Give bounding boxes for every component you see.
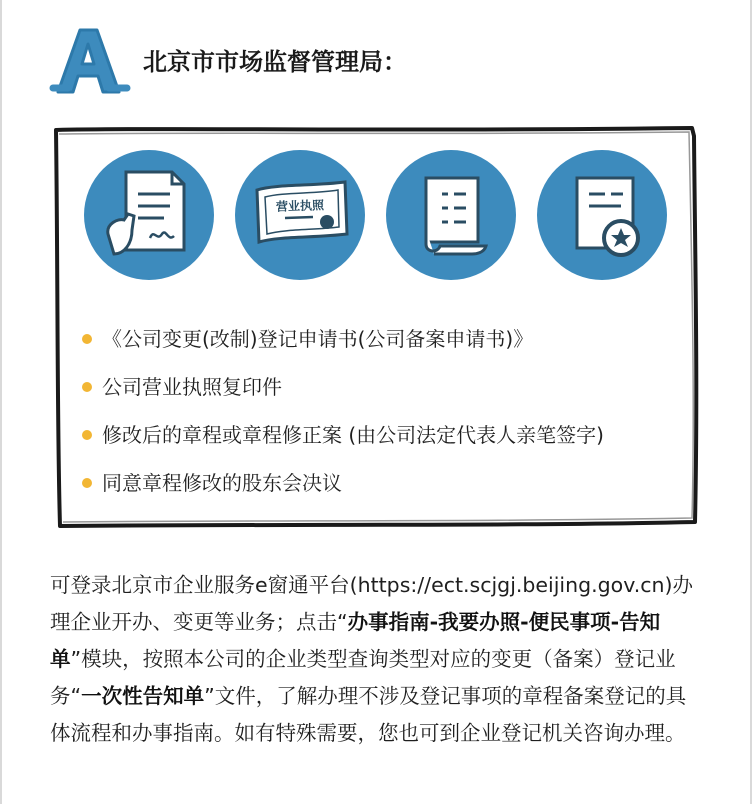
- license-label: 营业执照: [275, 198, 325, 214]
- list-item-text: 公司营业执照复印件: [102, 375, 282, 399]
- bullet-dot: [82, 430, 92, 440]
- paragraph-ending: ”文件，了解办理不涉及登记事项的章程备案登记的具体流程和办事指南。如有特殊需要，您也可到企业登记机关咨询办理。: [50, 683, 687, 745]
- badge-letter: A: [50, 7, 61, 26]
- list-item-text: 修改后的章程或章程修正案 (由公司法定代表人亲笔签字): [102, 423, 604, 447]
- navigation-path: 办事指南-我要办照-便民事项-告知单: [50, 609, 661, 671]
- bullet-dot: [82, 334, 92, 344]
- section-letter-badge: [50, 7, 130, 100]
- list-item-text: 同意章程修改的股东会决议: [102, 471, 342, 495]
- document-scroll-icon: [386, 150, 516, 280]
- bullet-dot: [82, 478, 92, 488]
- list-item: [82, 322, 692, 370]
- instructions-paragraph: [50, 567, 700, 752]
- page-title: 北京市市场监督管理局：: [143, 48, 407, 76]
- certified-document-icon: [537, 150, 667, 280]
- page-left-border: [0, 0, 2, 804]
- paragraph-after-url: )办理企业开办、变更等业务；点击“: [50, 572, 694, 634]
- bullet-dot: [82, 382, 92, 392]
- platform-url: https://ect.scjgj.beijing.gov.cn: [357, 572, 665, 597]
- business-license-icon: [235, 150, 365, 280]
- notice-document-name: 一次性告知单: [81, 683, 205, 708]
- list-item: [82, 466, 692, 514]
- document-icon-row: [84, 150, 684, 284]
- application-form-icon: [84, 150, 214, 280]
- list-item: [82, 370, 692, 418]
- required-materials-list: [82, 322, 692, 514]
- paragraph-middle: ”模块，按照本公司的企业类型查询类型对应的变更（备案）登记业务“: [50, 646, 676, 708]
- paragraph-intro: 可登录北京市企业服务e窗通平台(: [50, 572, 358, 597]
- list-item: [82, 418, 692, 466]
- section-header: [50, 7, 670, 102]
- list-item-text: 《公司变更(改制)登记申请书(公司备案申请书)》: [102, 327, 534, 351]
